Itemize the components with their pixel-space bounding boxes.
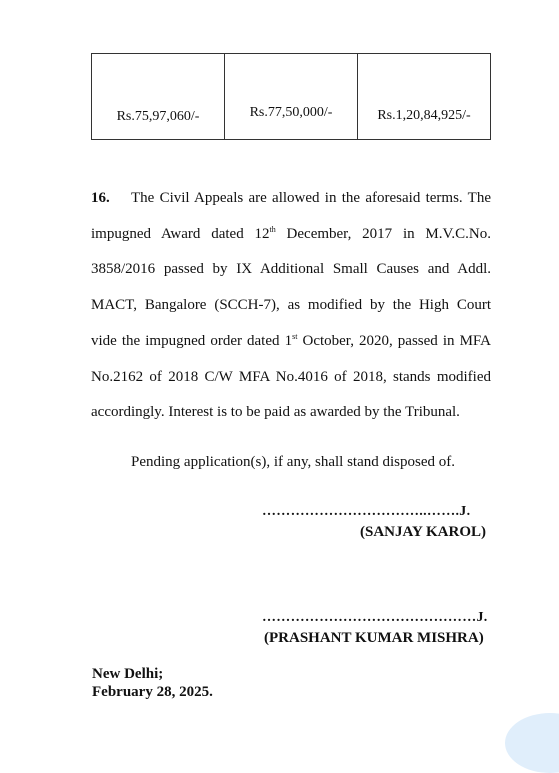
paragraph-line xyxy=(91,217,491,253)
paragraph-line: MACT, Bangalore (SCCH-7), as modified by the High Court xyxy=(91,297,491,314)
amount-value: Rs.77,50,000/- xyxy=(249,105,333,120)
corner-decoration xyxy=(505,713,559,773)
paragraph-number: 16. xyxy=(91,190,110,206)
ordinal-suffix: th xyxy=(269,224,276,234)
paragraph-line xyxy=(91,324,491,360)
judge-name: (PRASHANT KUMAR MISHRA) xyxy=(264,630,484,646)
judge-name: (SANJAY KAROL) xyxy=(360,524,486,540)
paragraph-line-text: October, 2020, passed in MFA xyxy=(297,332,491,349)
place-of-order: New Delhi; xyxy=(92,666,164,682)
amount-table xyxy=(91,53,491,140)
paragraph-line: accordingly. Interest is to be paid as awarded by the Tribunal. xyxy=(91,404,460,421)
ordinal-suffix: st xyxy=(292,331,298,341)
signature-line: ………………………………………J. xyxy=(262,610,488,625)
table-cell xyxy=(225,54,358,140)
paragraph-line-text: December, 2017 in M.V.C.No. xyxy=(275,225,491,242)
paragraph-line: No.2162 of 2018 C/W MFA No.4016 of 2018, stands modified xyxy=(91,368,491,385)
paragraph-16 xyxy=(91,181,491,431)
paragraph-line-text: impugned Award dated 12 xyxy=(91,225,270,242)
table-cell xyxy=(92,54,225,140)
pending-applications-text: Pending application(s), if any, shall stand disposed of. xyxy=(131,454,455,470)
amount-value: Rs.1,20,84,925/- xyxy=(377,108,471,123)
order-date: February 28, 2025. xyxy=(92,684,213,700)
signature-line: ……………………………..…….J. xyxy=(262,504,471,519)
paragraph-line-text: The Civil Appeals are allowed in the aforesaid terms. The xyxy=(131,190,491,206)
table-cell xyxy=(358,54,491,140)
paragraph-line-text: vide the impugned order dated 1 xyxy=(91,332,293,349)
paragraph-line xyxy=(91,181,491,217)
amount-value: Rs.75,97,060/- xyxy=(116,109,200,124)
paragraph-line: 3858/2016 passed by IX Additional Small Causes and Addl. xyxy=(91,261,491,278)
table-row xyxy=(92,54,491,140)
